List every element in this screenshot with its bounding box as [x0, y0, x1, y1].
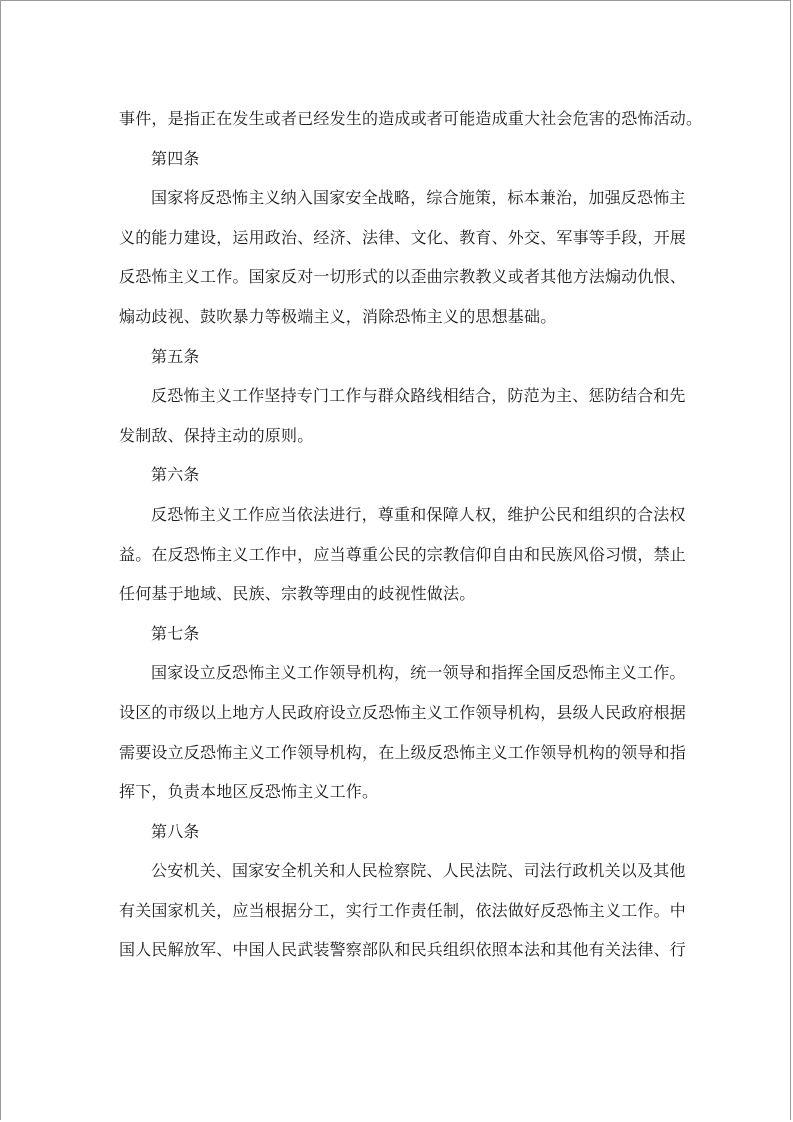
paragraph-line: 煽动歧视、鼓吹暴力等极端主义，消除恐怖主义的思想基础。: [119, 306, 557, 326]
paragraph-line: 设区的市级以上地方人民政府设立反恐怖主义工作领导机构，县级人民政府根据: [119, 702, 687, 722]
paragraph-line: 国家将反恐怖主义纳入国家安全战略，综合施策，标本兼治，加强反恐怖主: [151, 188, 686, 208]
paragraph-line: 国人民解放军、中国人民武装警察部队和民兵组织依照本法和其他有关法律、行: [119, 940, 687, 960]
paragraph-line: 需要设立反恐怖主义工作领导机构，在上级反恐怖主义工作领导机构的领导和指: [119, 742, 687, 762]
paragraph-line: 国家设立反恐怖主义工作领导机构，统一领导和指挥全国反恐怖主义工作。: [151, 663, 686, 683]
article-heading: 第七条: [151, 623, 200, 643]
article-heading: 第四条: [151, 148, 200, 168]
paragraph-line: 反恐怖主义工作应当依法进行，尊重和保障人权，维护公民和组织的合法权: [151, 504, 686, 524]
paragraph-line: 公安机关、国家安全机关和人民检察院、人民法院、司法行政机关以及其他: [151, 861, 686, 881]
article-heading: 第五条: [151, 346, 200, 366]
paragraph-line: 事件，是指正在发生或者已经发生的造成或者可能造成重大社会危害的恐怖活动。: [119, 109, 703, 128]
paragraph-line: 发制敌、保持主动的原则。: [119, 425, 314, 445]
document-body: [119, 99, 703, 970]
paragraph-line: 任何基于地域、民族、宗教等理由的歧视性做法。: [119, 584, 476, 604]
article-heading: 第六条: [151, 465, 200, 485]
article-heading: 第八条: [151, 821, 200, 841]
paragraph-line: 反恐怖主义工作。国家反对一切形式的以歪曲宗教教义或者其他方法煽动仇恨、: [119, 267, 687, 287]
paragraph-line: 有关国家机关，应当根据分工，实行工作责任制，依法做好反恐怖主义工作。中: [119, 900, 687, 920]
paragraph-line: 义的能力建设，运用政治、经济、法律、文化、教育、外交、军事等手段，开展: [119, 227, 687, 247]
paragraph-line: 反恐怖主义工作坚持专门工作与群众路线相结合，防范为主、惩防结合和先: [151, 386, 686, 406]
paragraph-line: 挥下，负责本地区反恐怖主义工作。: [119, 782, 379, 802]
paragraph-line: 益。在反恐怖主义工作中，应当尊重公民的宗教信仰自由和民族风俗习惯，禁止: [119, 544, 687, 564]
